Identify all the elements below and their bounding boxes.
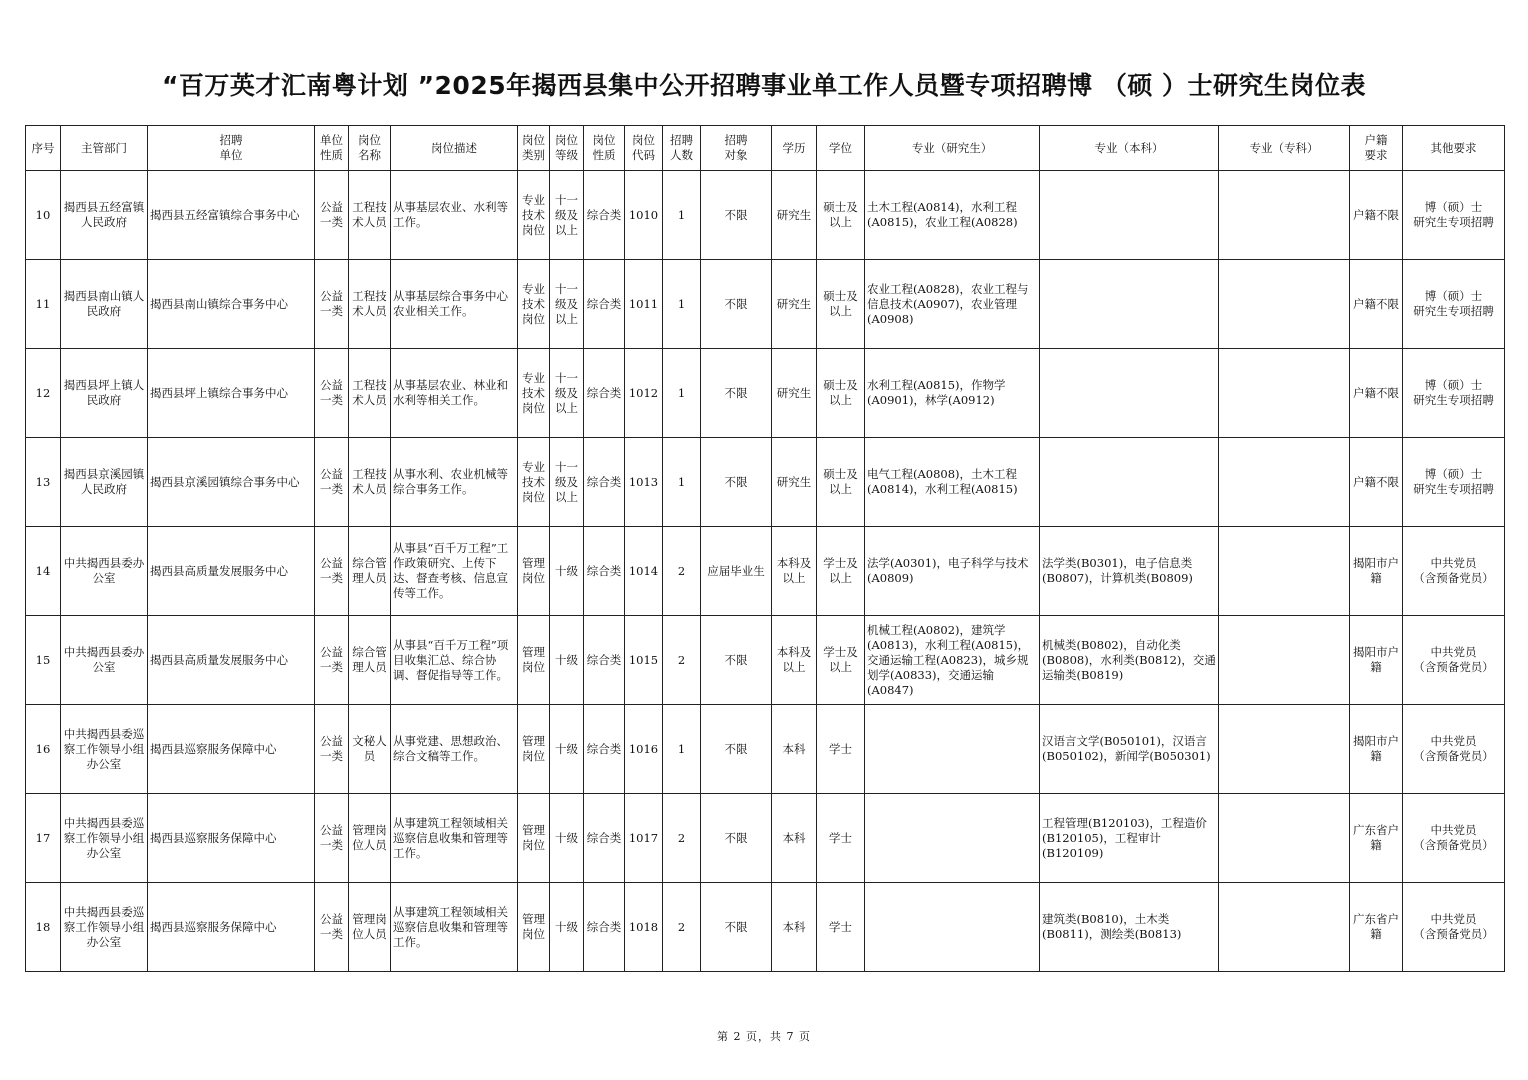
cell-post-code: 1012: [625, 349, 663, 438]
cell-employer: 揭西县南山镇综合事务中心: [148, 260, 315, 349]
cell-target: 不限: [701, 438, 772, 527]
cell-employer: 揭西县巡察服务保障中心: [148, 705, 315, 794]
cell-post-category: 管理岗位: [518, 527, 550, 616]
cell-post-level: 十一级及以上: [550, 260, 584, 349]
cell-post-category: 管理岗位: [518, 705, 550, 794]
cell-major-graduate: 机械工程(A0802)，建筑学(A0813)，水利工程(A0815)，交通运输工程(A0823)，城乡规划学(A0833)，交通运输(A0847): [865, 616, 1040, 705]
cell-post-nature: 综合类: [584, 527, 625, 616]
cell-unit-nature: 公益一类: [315, 616, 349, 705]
cell-post-category: 管理岗位: [518, 616, 550, 705]
column-header-post-code: 岗位 代码: [625, 126, 663, 171]
cell-degree: 硕士及以上: [817, 349, 865, 438]
cell-major-college: [1219, 171, 1350, 260]
cell-seq: 18: [26, 883, 61, 972]
cell-other-requirements: 中共党员 （含预备党员）: [1403, 883, 1505, 972]
cell-education: 研究生: [772, 260, 817, 349]
cell-unit-nature: 公益一类: [315, 260, 349, 349]
cell-major-undergraduate: [1040, 438, 1219, 527]
cell-degree: 学士: [817, 705, 865, 794]
cell-post-nature: 综合类: [584, 171, 625, 260]
cell-household-requirement: 广东省户籍: [1350, 883, 1403, 972]
cell-major-college: [1219, 260, 1350, 349]
cell-other-requirements: 中共党员 （含预备党员）: [1403, 705, 1505, 794]
cell-major-graduate: 法学(A0301)，电子科学与技术(A0809): [865, 527, 1040, 616]
cell-major-undergraduate: 建筑类(B0810)，土木类(B0811)，测绘类(B0813): [1040, 883, 1219, 972]
column-header-degree: 学位: [817, 126, 865, 171]
column-header-post-name: 岗位 名称: [349, 126, 391, 171]
cell-major-undergraduate: 工程管理(B120103)，工程造价(B120105)，工程审计(B120109): [1040, 794, 1219, 883]
cell-unit-nature: 公益一类: [315, 527, 349, 616]
cell-post-nature: 综合类: [584, 616, 625, 705]
cell-post-code: 1016: [625, 705, 663, 794]
cell-post-category: 管理岗位: [518, 794, 550, 883]
cell-post-level: 十级: [550, 883, 584, 972]
cell-employer: 揭西县五经富镇综合事务中心: [148, 171, 315, 260]
cell-post-category: 专业技术岗位: [518, 260, 550, 349]
cell-other-requirements: 中共党员 （含预备党员）: [1403, 794, 1505, 883]
cell-household-requirement: 揭阳市户籍: [1350, 705, 1403, 794]
positions-table: [25, 125, 1505, 972]
cell-target: 不限: [701, 349, 772, 438]
cell-major-graduate: 土木工程(A0814)，水利工程(A0815)，农业工程(A0828): [865, 171, 1040, 260]
cell-post-level: 十一级及以上: [550, 171, 584, 260]
cell-post-description: 从事党建、思想政治、综合文稿等工作。: [391, 705, 518, 794]
cell-degree: 学士: [817, 794, 865, 883]
cell-post-code: 1011: [625, 260, 663, 349]
cell-department: 揭西县五经富镇人民政府: [61, 171, 148, 260]
cell-post-name: 管理岗位人员: [349, 883, 391, 972]
cell-post-category: 专业技术岗位: [518, 171, 550, 260]
cell-education: 研究生: [772, 349, 817, 438]
cell-post-description: 从事基层农业、水利等工作。: [391, 171, 518, 260]
cell-post-category: 专业技术岗位: [518, 349, 550, 438]
cell-department: 中共揭西县委办公室: [61, 527, 148, 616]
cell-seq: 17: [26, 794, 61, 883]
cell-household-requirement: 户籍不限: [1350, 260, 1403, 349]
cell-post-name: 工程技术人员: [349, 171, 391, 260]
table-row: [26, 883, 1505, 972]
cell-major-graduate: 农业工程(A0828)，农业工程与信息技术(A0907)，农业管理(A0908): [865, 260, 1040, 349]
column-header-post-nature: 岗位 性质: [584, 126, 625, 171]
cell-target: 不限: [701, 171, 772, 260]
cell-post-description: 从事水利、农业机械等综合事务工作。: [391, 438, 518, 527]
cell-department: 中共揭西县委巡察工作领导小组办公室: [61, 794, 148, 883]
column-header-household-requirement: 户籍 要求: [1350, 126, 1403, 171]
cell-unit-nature: 公益一类: [315, 794, 349, 883]
cell-employer: 揭西县巡察服务保障中心: [148, 883, 315, 972]
table-row: [26, 171, 1505, 260]
cell-post-description: 从事县“百千万工程”项目收集汇总、综合协调、督促指导等工作。: [391, 616, 518, 705]
cell-education: 本科: [772, 883, 817, 972]
cell-post-description: 从事基层农业、林业和水利等相关工作。: [391, 349, 518, 438]
cell-major-graduate: [865, 883, 1040, 972]
cell-major-college: [1219, 349, 1350, 438]
cell-department: 中共揭西县委巡察工作领导小组办公室: [61, 883, 148, 972]
cell-post-description: 从事县“百千万工程”工作政策研究、上传下达、督查考核、信息宣传等工作。: [391, 527, 518, 616]
cell-unit-nature: 公益一类: [315, 705, 349, 794]
column-header-headcount: 招聘 人数: [663, 126, 701, 171]
table-row: [26, 527, 1505, 616]
cell-employer: 揭西县坪上镇综合事务中心: [148, 349, 315, 438]
cell-degree: 硕士及以上: [817, 260, 865, 349]
column-header-other-requirements: 其他要求: [1403, 126, 1505, 171]
page-title: “百万英才汇南粤计划 ”2025年揭西县集中公开招聘事业单工作人员暨专项招聘博 （硕 ）士研究生岗位表: [161, 71, 1367, 100]
column-header-post-category: 岗位 类别: [518, 126, 550, 171]
cell-target: 不限: [701, 260, 772, 349]
cell-post-description: 从事建筑工程领域相关巡察信息收集和管理等工作。: [391, 794, 518, 883]
cell-major-undergraduate: 机械类(B0802)，自动化类(B0808)，水利类(B0812)，交通运输类(B0819): [1040, 616, 1219, 705]
column-header-major-graduate: 专业（研究生）: [865, 126, 1040, 171]
cell-major-graduate: 电气工程(A0808)，土木工程(A0814)，水利工程(A0815): [865, 438, 1040, 527]
cell-seq: 16: [26, 705, 61, 794]
cell-household-requirement: 揭阳市户籍: [1350, 527, 1403, 616]
cell-headcount: 2: [663, 527, 701, 616]
cell-household-requirement: 户籍不限: [1350, 349, 1403, 438]
cell-major-graduate: 水利工程(A0815)，作物学(A0901)，林学(A0912): [865, 349, 1040, 438]
cell-household-requirement: 揭阳市户籍: [1350, 616, 1403, 705]
cell-post-nature: 综合类: [584, 883, 625, 972]
cell-post-category: 管理岗位: [518, 883, 550, 972]
cell-education: 本科: [772, 794, 817, 883]
cell-major-college: [1219, 883, 1350, 972]
cell-major-undergraduate: [1040, 171, 1219, 260]
cell-post-nature: 综合类: [584, 349, 625, 438]
column-header-post-level: 岗位 等级: [550, 126, 584, 171]
cell-post-category: 专业技术岗位: [518, 438, 550, 527]
cell-department: 中共揭西县委办公室: [61, 616, 148, 705]
cell-post-code: 1017: [625, 794, 663, 883]
column-header-employer: 招聘 单位: [148, 126, 315, 171]
cell-employer: 揭西县高质量发展服务中心: [148, 527, 315, 616]
cell-seq: 10: [26, 171, 61, 260]
table-row: [26, 616, 1505, 705]
cell-degree: 硕士及以上: [817, 438, 865, 527]
cell-target: 不限: [701, 616, 772, 705]
cell-education: 本科及以上: [772, 616, 817, 705]
cell-seq: 15: [26, 616, 61, 705]
table-header-row: [26, 126, 1505, 171]
cell-seq: 12: [26, 349, 61, 438]
cell-post-level: 十级: [550, 616, 584, 705]
cell-seq: 11: [26, 260, 61, 349]
cell-degree: 硕士及以上: [817, 171, 865, 260]
cell-department: 中共揭西县委巡察工作领导小组办公室: [61, 705, 148, 794]
cell-post-code: 1015: [625, 616, 663, 705]
column-header-unit-nature: 单位 性质: [315, 126, 349, 171]
cell-headcount: 1: [663, 260, 701, 349]
cell-post-name: 工程技术人员: [349, 438, 391, 527]
cell-post-name: 文秘人员: [349, 705, 391, 794]
cell-unit-nature: 公益一类: [315, 438, 349, 527]
cell-major-graduate: [865, 705, 1040, 794]
cell-household-requirement: 户籍不限: [1350, 438, 1403, 527]
cell-household-requirement: 户籍不限: [1350, 171, 1403, 260]
cell-post-nature: 综合类: [584, 794, 625, 883]
cell-headcount: 1: [663, 171, 701, 260]
cell-major-undergraduate: 法学类(B0301)，电子信息类(B0807)，计算机类(B0809): [1040, 527, 1219, 616]
cell-education: 本科及以上: [772, 527, 817, 616]
cell-education: 研究生: [772, 438, 817, 527]
cell-unit-nature: 公益一类: [315, 171, 349, 260]
cell-target: 不限: [701, 794, 772, 883]
cell-post-description: 从事建筑工程领域相关巡察信息收集和管理等工作。: [391, 883, 518, 972]
column-header-seq: 序号: [26, 126, 61, 171]
cell-other-requirements: 博（硕）士 研究生专项招聘: [1403, 260, 1505, 349]
table-row: [26, 705, 1505, 794]
cell-post-nature: 综合类: [584, 260, 625, 349]
cell-post-description: 从事基层综合事务中心农业相关工作。: [391, 260, 518, 349]
cell-seq: 14: [26, 527, 61, 616]
cell-post-code: 1014: [625, 527, 663, 616]
cell-other-requirements: 博（硕）士 研究生专项招聘: [1403, 438, 1505, 527]
cell-major-college: [1219, 794, 1350, 883]
cell-department: 揭西县坪上镇人民政府: [61, 349, 148, 438]
cell-major-college: [1219, 616, 1350, 705]
cell-employer: 揭西县巡察服务保障中心: [148, 794, 315, 883]
cell-major-graduate: [865, 794, 1040, 883]
cell-headcount: 1: [663, 438, 701, 527]
column-header-major-college: 专业（专科）: [1219, 126, 1350, 171]
cell-major-college: [1219, 527, 1350, 616]
cell-post-code: 1013: [625, 438, 663, 527]
cell-post-nature: 综合类: [584, 705, 625, 794]
cell-headcount: 1: [663, 705, 701, 794]
table-row: [26, 438, 1505, 527]
cell-other-requirements: 博（硕）士 研究生专项招聘: [1403, 171, 1505, 260]
cell-major-undergraduate: 汉语言文学(B050101)，汉语言(B050102)，新闻学(B050301): [1040, 705, 1219, 794]
cell-department: 揭西县京溪园镇人民政府: [61, 438, 148, 527]
page-number: 第 2 页，共 7 页: [717, 1030, 811, 1043]
cell-post-nature: 综合类: [584, 438, 625, 527]
cell-other-requirements: 中共党员 （含预备党员）: [1403, 527, 1505, 616]
cell-unit-nature: 公益一类: [315, 349, 349, 438]
column-header-department: 主管部门: [61, 126, 148, 171]
cell-major-undergraduate: [1040, 349, 1219, 438]
cell-post-code: 1010: [625, 171, 663, 260]
cell-household-requirement: 广东省户籍: [1350, 794, 1403, 883]
cell-post-name: 工程技术人员: [349, 349, 391, 438]
column-header-post-description: 岗位描述: [391, 126, 518, 171]
table-row: [26, 260, 1505, 349]
cell-headcount: 2: [663, 616, 701, 705]
cell-post-level: 十级: [550, 527, 584, 616]
column-header-major-undergraduate: 专业（本科）: [1040, 126, 1219, 171]
cell-target: 不限: [701, 705, 772, 794]
cell-major-undergraduate: [1040, 260, 1219, 349]
table-row: [26, 349, 1505, 438]
cell-other-requirements: 博（硕）士 研究生专项招聘: [1403, 349, 1505, 438]
cell-other-requirements: 中共党员 （含预备党员）: [1403, 616, 1505, 705]
cell-headcount: 1: [663, 349, 701, 438]
cell-department: 揭西县南山镇人民政府: [61, 260, 148, 349]
cell-degree: 学士及以上: [817, 616, 865, 705]
cell-target: 应届毕业生: [701, 527, 772, 616]
cell-post-level: 十级: [550, 705, 584, 794]
cell-employer: 揭西县京溪园镇综合事务中心: [148, 438, 315, 527]
cell-post-name: 综合管理人员: [349, 527, 391, 616]
cell-degree: 学士及以上: [817, 527, 865, 616]
cell-unit-nature: 公益一类: [315, 883, 349, 972]
cell-seq: 13: [26, 438, 61, 527]
cell-headcount: 2: [663, 794, 701, 883]
cell-post-name: 工程技术人员: [349, 260, 391, 349]
cell-post-name: 综合管理人员: [349, 616, 391, 705]
cell-post-level: 十一级及以上: [550, 438, 584, 527]
cell-major-college: [1219, 705, 1350, 794]
cell-major-college: [1219, 438, 1350, 527]
cell-headcount: 2: [663, 883, 701, 972]
cell-post-code: 1018: [625, 883, 663, 972]
cell-education: 研究生: [772, 171, 817, 260]
column-header-target: 招聘 对象: [701, 126, 772, 171]
cell-post-name: 管理岗位人员: [349, 794, 391, 883]
column-header-education: 学历: [772, 126, 817, 171]
cell-education: 本科: [772, 705, 817, 794]
cell-target: 不限: [701, 883, 772, 972]
cell-degree: 学士: [817, 883, 865, 972]
table-row: [26, 794, 1505, 883]
cell-post-level: 十级: [550, 794, 584, 883]
cell-employer: 揭西县高质量发展服务中心: [148, 616, 315, 705]
cell-post-level: 十一级及以上: [550, 349, 584, 438]
